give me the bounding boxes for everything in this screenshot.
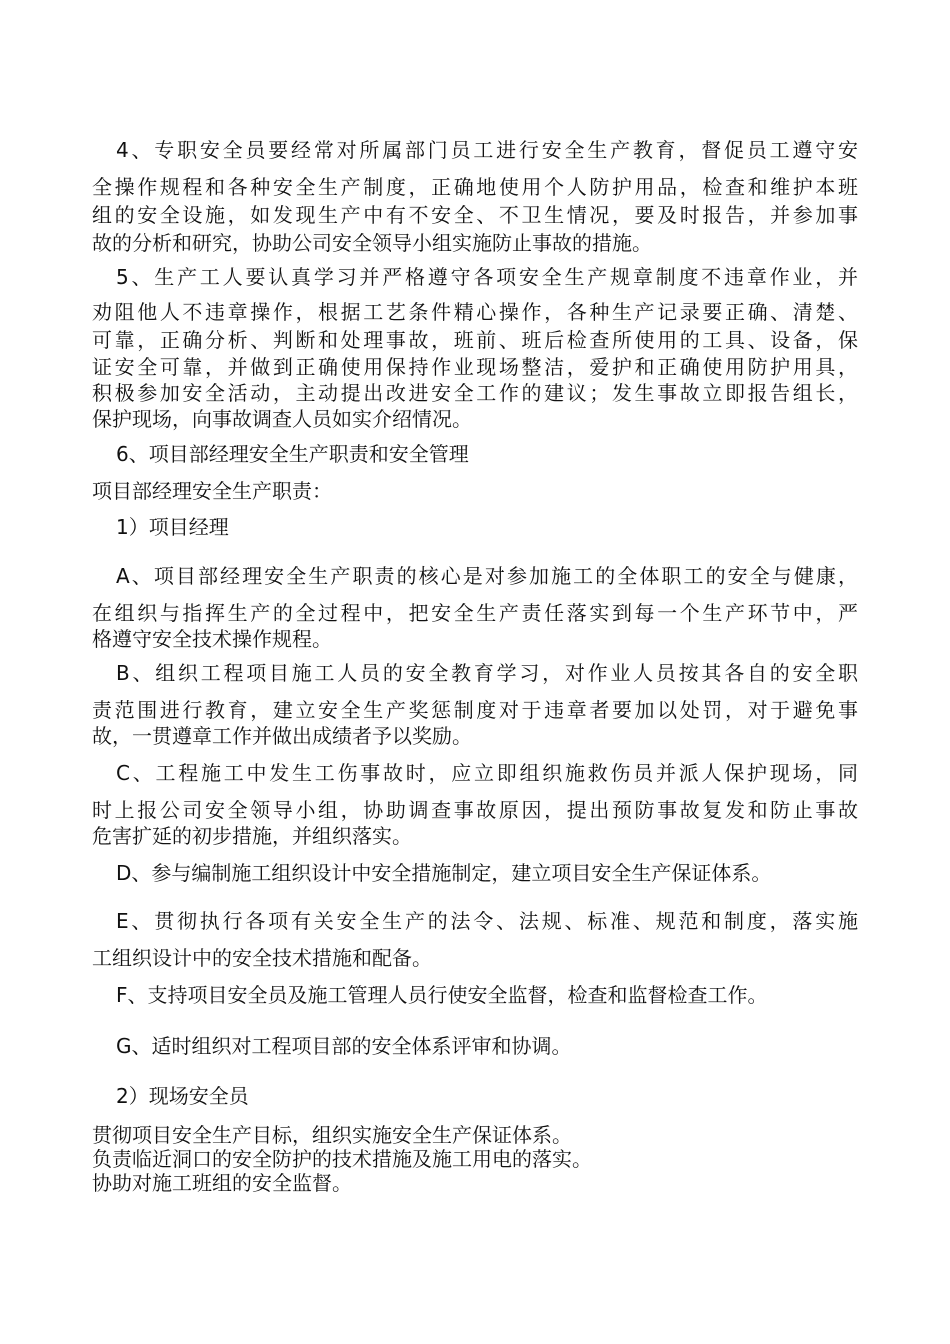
paragraph-4-line-2: 全操作规程和各种安全生产制度，正确地使用个人防护用品，检查和维护本班 <box>92 175 858 199</box>
item-a-line-2: 在组织与指挥生产的全过程中，把安全生产责任落实到每一个生产环节中，严 <box>92 601 858 625</box>
item-c-line-1: C、工程施工中发生工伤事故时，应立即组织施救伤员并派人保护现场，同 <box>116 761 858 785</box>
item-c-line-3: 危害扩延的初步措施，并组织落实。 <box>92 824 412 848</box>
safety-officer-duty-3: 协助对施工班组的安全监督。 <box>92 1171 352 1195</box>
paragraph-5-line-6: 保护现场，向事故调查人员如实介绍情况。 <box>92 407 472 431</box>
safety-officer-duty-1: 贯彻项目安全生产目标，组织实施安全生产保证体系。 <box>92 1123 572 1147</box>
item-a-line-1: A、项目部经理安全生产职责的核心是对参加施工的全体职工的安全与健康， <box>116 564 858 588</box>
paragraph-5-line-1: 5、生产工人要认真学习并严格遵守各项安全生产规章制度不违章作业，并 <box>116 265 858 289</box>
paragraph-5-line-4: 证安全可靠，并做到正确使用保持作业现场整洁，爱护和正确使用防护用具， <box>92 355 858 379</box>
item-a-line-3: 格遵守安全技术操作规程。 <box>92 627 332 651</box>
item-c-line-2: 时上报公司安全领导小组，协助调查事故原因，提出预防事故复发和防止事故 <box>92 798 858 822</box>
manager-duties-heading: 项目部经理安全生产职责： <box>92 479 332 503</box>
paragraph-4-line-4: 故的分析和研究，协助公司安全领导小组实施防止事故的措施。 <box>92 231 652 255</box>
item-b-line-3: 故，一贯遵章工作并做出成绩者予以奖励。 <box>92 724 472 748</box>
item-d-line-1: D、参与编制施工组织设计中安全措施制定，建立项目安全生产保证体系。 <box>116 861 772 885</box>
paragraph-5-line-5: 积极参加安全活动，主动提出改进安全工作的建议；发生事故立即报告组长， <box>92 381 858 405</box>
paragraph-4-line-3: 组的安全设施，如发现生产中有不安全、不卫生情况，要及时报告，并参加事 <box>92 203 858 227</box>
paragraph-5-line-3: 可靠，正确分析、判断和处理事故，班前、班后检查所使用的工具、设备，保 <box>92 328 858 352</box>
item-b-line-2: 责范围进行教育，建立安全生产奖惩制度对于违章者要加以处罚，对于避免事 <box>92 698 858 722</box>
item-e-line-1: E、贯彻执行各项有关安全生产的法令、法规、标准、规范和制度，落实施 <box>116 909 858 933</box>
item-e-line-2: 工组织设计中的安全技术措施和配备。 <box>92 946 432 970</box>
paragraph-4-line-1: 4、专职安全员要经常对所属部门员工进行安全生产教育，督促员工遵守安 <box>116 138 858 162</box>
item-b-line-1: B、组织工程项目施工人员的安全教育学习，对作业人员按其各自的安全职 <box>116 661 858 685</box>
item-f-line-1: F、支持项目安全员及施工管理人员行使安全监督，检查和监督检查工作。 <box>116 983 768 1007</box>
section-6-heading: 6、项目部经理安全生产职责和安全管理 <box>116 442 469 466</box>
safety-officer-duty-2: 负责临近洞口的安全防护的技术措施及施工用电的落实。 <box>92 1147 592 1171</box>
item-g-line-1: G、适时组织对工程项目部的安全体系评审和协调。 <box>116 1034 572 1058</box>
subsection-1-heading: 1）项目经理 <box>116 515 229 539</box>
subsection-2-heading: 2）现场安全员 <box>116 1084 249 1108</box>
paragraph-5-line-2: 劝阻他人不违章操作，根据工艺条件精心操作，各种生产记录要正确、清楚、 <box>92 300 858 324</box>
